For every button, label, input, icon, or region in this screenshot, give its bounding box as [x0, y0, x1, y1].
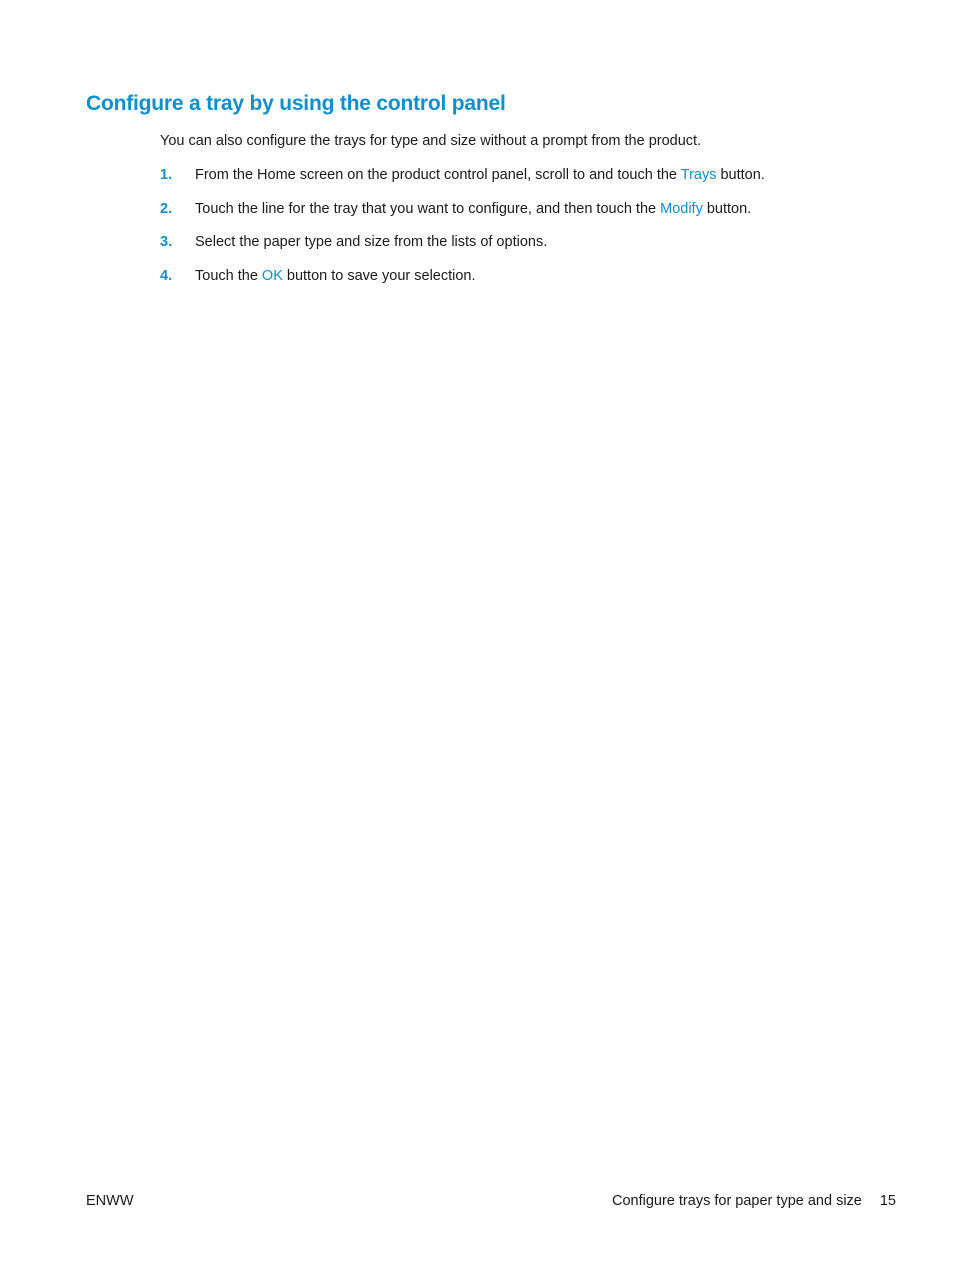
step-text-after: button. — [716, 167, 765, 183]
footer-section-title: Configure trays for paper type and size — [612, 1193, 862, 1209]
footer-section — [612, 1192, 896, 1210]
ui-term-modify: Modify — [660, 200, 703, 217]
step-number: 3. — [160, 234, 173, 251]
ui-term-ok: OK — [261, 268, 283, 285]
page-number: 15 — [879, 1193, 896, 1209]
step-number: 4. — [160, 268, 173, 285]
footer-locale-code: ENWW — [86, 1193, 134, 1209]
step-text-after: button to save your selection. — [282, 268, 476, 285]
step-text-before: Touch the line for the tray that you want to configure, and then touch the — [195, 200, 661, 217]
step-text-after: button. — [702, 200, 752, 217]
step-text-before: From the Home screen on the product control panel, scroll to and touch the — [195, 167, 681, 183]
ui-term-trays: Trays — [680, 167, 717, 183]
step-text — [195, 267, 476, 285]
step-text-before: Touch the — [195, 268, 262, 285]
step-number: 2. — [160, 200, 173, 217]
intro-paragraph: You can also configure the trays for type and size without a prompt from the product. — [160, 133, 702, 149]
step-text — [195, 166, 765, 184]
step-number: 1. — [160, 167, 173, 183]
step-text: Select the paper type and size from the lists of options. — [195, 234, 548, 251]
page-title: Configure a tray by using the control panel — [86, 92, 506, 115]
step-text — [195, 200, 751, 218]
